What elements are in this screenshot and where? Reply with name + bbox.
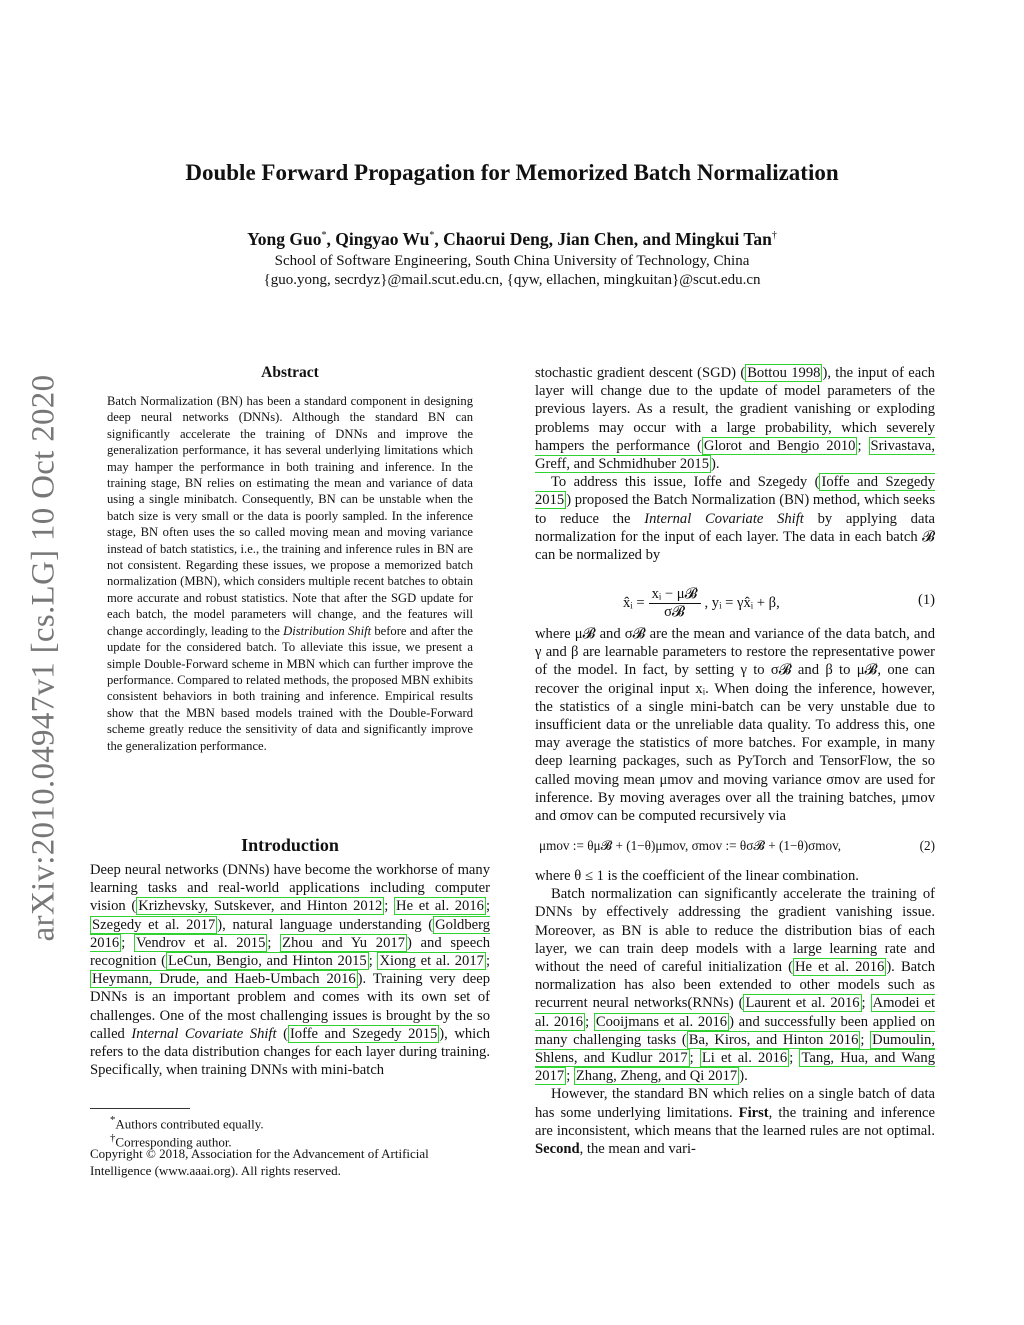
citation-sep: ; bbox=[566, 1068, 574, 1085]
citation-sep: ; bbox=[368, 953, 378, 970]
citation-link[interactable]: Amodei et al. 2016 bbox=[535, 995, 936, 1030]
citation-link[interactable]: He et al. 2016 bbox=[396, 898, 484, 915]
citation-link[interactable]: Glorot and Bengio 2010 bbox=[703, 437, 856, 454]
citation-sep: ; bbox=[689, 1050, 700, 1067]
equation-number: (2) bbox=[919, 838, 935, 853]
body-text: However, the standard BN which relies on a single batch of data has some underlying limitations. bbox=[535, 1086, 935, 1121]
intro-italic-term: Internal Covariate Shift bbox=[131, 1025, 277, 1042]
citation-sep: ; bbox=[485, 898, 491, 915]
arxiv-stamp-text: arXiv:2010.04947v1 [cs.LG] 10 Oct 2020 bbox=[25, 374, 62, 942]
citation-sep: ; bbox=[384, 898, 395, 915]
citation-link[interactable]: Ba, Kiros, and Hinton 2016 bbox=[688, 1031, 859, 1048]
paragraph: where θ ≤ 1 is the coefficient of the linear combination. bbox=[535, 868, 859, 884]
body-text: can be normalized by bbox=[535, 547, 661, 564]
equal-contrib-mark-2: * bbox=[429, 230, 435, 242]
math-symbol: 𝓑 bbox=[922, 528, 935, 545]
equation-2-body: μmov := θμ𝓑 + (1−θ)μmov, σmov := θσ𝓑 + (1−θ)σmov, bbox=[539, 838, 842, 853]
intro-text: ), natural language understanding ( bbox=[217, 916, 434, 933]
abstract-body bbox=[107, 393, 473, 754]
citation-link[interactable]: Ioffe and Szegedy 2015 bbox=[535, 474, 935, 509]
other-authors: Chaorui Deng, Jian Chen, and Mingkui Tan bbox=[443, 229, 772, 249]
citation-link[interactable]: Tang, Hua, and Wang 2017 bbox=[535, 1050, 935, 1085]
abstract-italic-term: Distribution Shift bbox=[283, 623, 372, 638]
citation-link[interactable]: Xiong et al. 2017 bbox=[379, 953, 484, 970]
eq1-rhs: , yᵢ = γx̂ᵢ + β, bbox=[704, 594, 780, 611]
citation-sep: ; bbox=[861, 995, 871, 1012]
footnote-mark: * bbox=[110, 1114, 116, 1126]
citation-link[interactable]: Ioffe and Szegedy 2015 bbox=[289, 1025, 438, 1042]
citation-sep: ; bbox=[857, 437, 869, 454]
citation-link[interactable]: Krizhevsky, Sutskever, and Hinton 2012 bbox=[138, 898, 383, 915]
italic-term: Internal Covariate Shift bbox=[644, 510, 804, 527]
eq1-lhs: x̂ᵢ = bbox=[623, 594, 645, 611]
body-text: To address this issue, Ioffe and Szegedy ( bbox=[551, 474, 820, 491]
citation-link[interactable]: Vendrov et al. 2015 bbox=[135, 934, 266, 951]
paragraph: where μ𝓑 and σ𝓑 are the mean and variance of the data batch, and γ and β are learnable parameters to restore the representative power of the model. In fact, by setting γ to σ𝓑 and β to μ𝓑, one can recover the original input xᵢ. When doing the inference, however, the statistics of a single mini-batch can be very unstable due to insufficient data or the unreliable data quality. To address this, one may average the statistics of more batches. For example, in many deep learning packages, such as PyTorch and TensorFlow, the so called moving mean μmov and moving variance σmov are used for inference. By moving averages over all the training batches, μmov and σmov can be computed recursively via bbox=[535, 626, 935, 825]
intro-text: ) and speech recognition ( bbox=[90, 934, 491, 970]
intro-text: ), which refers to the data distribution changes for each layer during training. Specifically, when training DNNs with mini-batch bbox=[90, 1025, 490, 1079]
body-text: by applying data normalization for the input of each layer. The data in each batch bbox=[535, 510, 935, 545]
citation-sep: ; bbox=[121, 934, 134, 951]
bold-term: Second bbox=[535, 1141, 580, 1158]
emails: {guo.yong, secrdyz}@mail.scut.edu.cn, {qyw, ellachen, mingkuitan}@scut.edu.cn bbox=[263, 272, 761, 288]
footnote-mark: † bbox=[110, 1132, 116, 1144]
paragraph bbox=[535, 364, 935, 473]
body-text: stochastic gradient descent (SGD) ( bbox=[535, 365, 746, 381]
intro-text: Deep neural networks (DNNs) have become the workhorse of many learning tasks and real-world applications including computer vision ( bbox=[90, 862, 490, 915]
citation-link[interactable]: LeCun, Bengio, and Hinton 2015 bbox=[168, 953, 367, 970]
citation-link[interactable]: Dumoulin, Shlens, and Kudlur 2017 bbox=[535, 1031, 935, 1067]
citation-link[interactable]: Heymann, Drude, and Haeb-Umbach 2016 bbox=[92, 971, 356, 988]
citation-sep: ; bbox=[789, 1050, 800, 1067]
body-text: ) proposed the Batch Normalization (BN) method, which seeks to reduce the bbox=[535, 492, 935, 527]
citation-link[interactable]: Zhang, Zheng, and Qi 2017 bbox=[575, 1068, 738, 1085]
paragraph bbox=[535, 885, 935, 1085]
abstract-text-1: Batch Normalization (BN) has been a standard component in designing deep neural networks (DNNs). Although the standard BN can significantly accelerate the training of DNNs and improve the generalization performance, it has several underlying limitations which may hamper the performance in both training and inference. In the training stage, BN relies on estimating the mean and variance of data using a single minibatch. Consequently, BN can be unstable when the batch size is very small or the data is poorly sampled. In the inference stage, BN often uses the so called moving mean and moving variance instead of batch statistics, i.e., the training and inference rules in BN are not consistent. Regarding these issues, we propose a memorized batch normalization (MBN), which considers multiple recent batches to obtain more accurate and robust statistics. Note that after the SGD update for each batch, the model parameters will change, and the features will change accordingly, leading to the bbox=[107, 394, 473, 638]
intro-text: ). Training very deep DNNs is an important problem and comes with its own set of challenges. One of the most challenging issues is brought by the so called bbox=[90, 971, 490, 1042]
body-text: ). bbox=[711, 456, 720, 473]
citation-link[interactable]: Bottou 1998 bbox=[747, 365, 821, 381]
introduction-body bbox=[90, 861, 490, 1079]
citation-link[interactable]: Goldberg 2016 bbox=[90, 916, 490, 951]
body-text: ), the input of each layer will change due to the update of model parameters of the previous layers. As a result, the gradient vanishing or exploding problems may occur with a large probability, which severely hampers the performance ( bbox=[535, 365, 935, 454]
copyright-notice: Copyright © 2018, Association for the Advancement of Artificial Intelligence (www.aaai.org). All rights reserved. bbox=[90, 1146, 429, 1178]
citation-link[interactable]: He et al. 2016 bbox=[795, 959, 885, 976]
footnote-text: Corresponding author. bbox=[115, 1134, 232, 1150]
body-text: ). bbox=[739, 1068, 748, 1085]
body-text: ). Batch normalization has also been extended to other models such as recurrent neural networks(RNNs) ( bbox=[535, 959, 935, 1012]
citation-link[interactable]: Cooijmans et al. 2016 bbox=[595, 1013, 728, 1030]
paragraph bbox=[535, 1085, 935, 1158]
citation-link[interactable]: Zhou and Yu 2017 bbox=[282, 934, 405, 951]
intro-text: ( bbox=[276, 1025, 288, 1042]
paragraph bbox=[535, 473, 935, 564]
body-text: , the training and inference are inconsistent, which means that the learned rules are not optimal. bbox=[535, 1104, 935, 1139]
author-1: Yong Guo bbox=[247, 229, 322, 249]
bold-term: First bbox=[738, 1104, 769, 1121]
equation-1 bbox=[535, 584, 935, 628]
abstract-text-2: before and after the update for the considered batch. To alleviate this issue, we present a simple Double-Forward scheme in MBN which can further improve the performance. Compared to related methods, the proposed MBN exhibits consistent behaviors in both training and inference. Empirical results show that the MBN based models trained with the Double-Forward scheme greatly reduce the sensitivity of data and significantly improve the generalization performance. bbox=[107, 623, 473, 753]
introduction-heading: Introduction bbox=[241, 835, 339, 855]
body-text: ) and successfully been applied on many challenging tasks ( bbox=[535, 1013, 935, 1048]
equal-contrib-mark: * bbox=[321, 230, 327, 242]
author-separator: , bbox=[326, 229, 336, 249]
right-column-bottom bbox=[535, 867, 935, 1158]
author-list bbox=[0, 229, 1024, 250]
body-text: Batch normalization can significantly accelerate the training of DNNs by effectively addressing the gradient vanishing issue. Moreover, as BN is able to reduce the distribution bias of each layer, we can train deep models with a large learning rate and without the need of careful initialization ( bbox=[535, 886, 935, 976]
eq1-fraction bbox=[649, 586, 701, 621]
eq1-denominator: σ𝓑 bbox=[664, 604, 685, 620]
citation-sep: ; bbox=[485, 953, 490, 970]
citation-sep: ; bbox=[860, 1031, 871, 1048]
right-column-middle bbox=[535, 625, 935, 825]
eq1-numerator: xᵢ − μ𝓑 bbox=[649, 586, 701, 604]
footnote-rule bbox=[90, 1108, 190, 1109]
author-2: Qingyao Wu bbox=[335, 229, 430, 249]
corresponding-mark: † bbox=[771, 230, 777, 242]
equation-number: (1) bbox=[917, 592, 935, 608]
citation-link[interactable]: Laurent et al. 2016 bbox=[745, 995, 860, 1012]
footnote-text: Authors contributed equally. bbox=[115, 1116, 264, 1132]
body-text: , the mean and vari- bbox=[579, 1141, 696, 1158]
right-column-top bbox=[535, 364, 935, 564]
author-separator-2: , bbox=[434, 229, 444, 249]
citation-sep: ; bbox=[585, 1013, 594, 1030]
citation-link[interactable]: Srivastava, Greff, and Schmidhuber 2015 bbox=[535, 437, 935, 473]
affiliation-block bbox=[0, 252, 1024, 290]
abstract-heading: Abstract bbox=[261, 364, 319, 381]
affiliation: School of Software Engineering, South China University of Technology, China bbox=[274, 253, 750, 269]
paper-title: Double Forward Propagation for Memorized Batch Normalization bbox=[185, 160, 839, 185]
citation-sep: ; bbox=[267, 934, 281, 951]
citation-link[interactable]: Li et al. 2016 bbox=[701, 1050, 788, 1067]
citation-link[interactable]: Szegedy et al. 2017 bbox=[92, 916, 216, 933]
equation-1-body bbox=[623, 586, 780, 621]
arxiv-stamp bbox=[22, 358, 66, 958]
